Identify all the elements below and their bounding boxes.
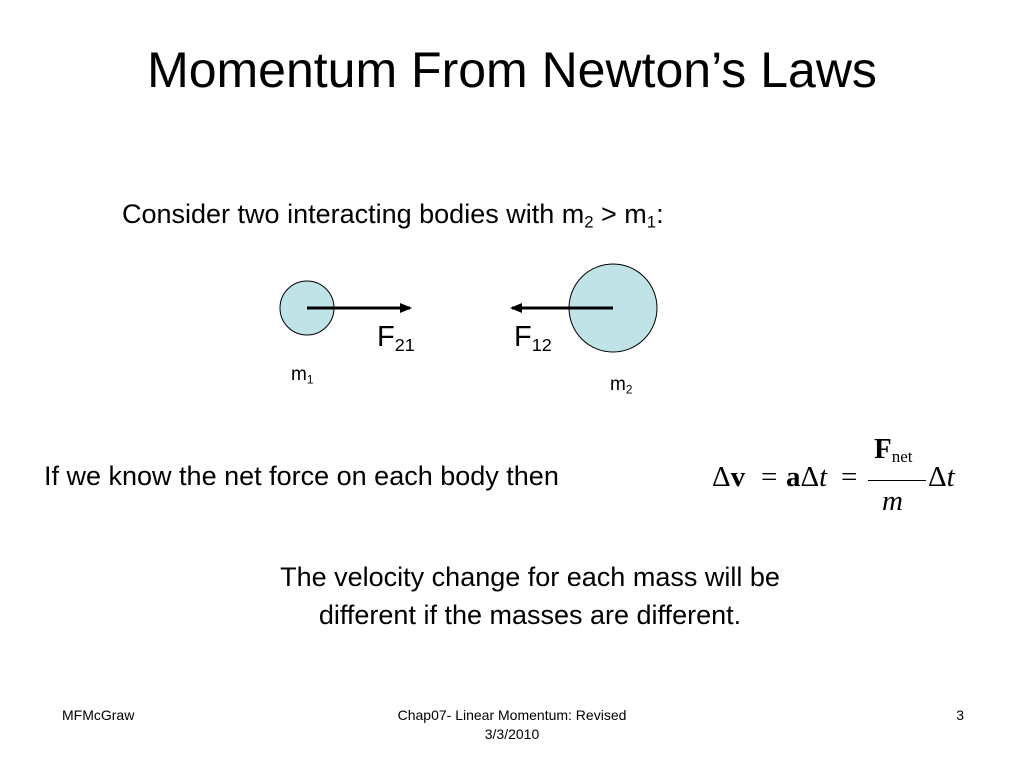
eq-delta-3: Δ <box>928 461 947 493</box>
force-21-subscript: 21 <box>394 335 415 356</box>
eq-equals-1: = <box>761 461 778 493</box>
mass-2-label <box>610 373 632 397</box>
force-12-subscript: 12 <box>531 335 552 356</box>
intro-end: : <box>656 199 664 229</box>
footer-chapter-line-1: Chap07- Linear Momentum: Revised <box>397 707 627 723</box>
mass-1-label <box>291 363 313 387</box>
intro-sub-b: 1 <box>646 212 657 232</box>
eq-delta-v <box>712 460 745 494</box>
net-force-text: If we know the net force on each body then <box>44 461 559 491</box>
eq-v: v <box>730 461 746 493</box>
eq-t-2: t <box>946 461 955 493</box>
mass-2-symbol: m <box>610 374 626 395</box>
slide-title: Momentum From Newton’s Laws <box>147 42 877 98</box>
intro-mid: > m <box>593 199 647 229</box>
mass-1-symbol: m <box>291 364 307 385</box>
footer-chapter-line-2: 3/3/2010 <box>484 726 540 742</box>
mass-2-subscript: 2 <box>625 383 633 397</box>
eq-net: net <box>891 447 913 466</box>
conclusion-line-1: The velocity change for each mass will be <box>280 562 780 592</box>
force-21-symbol: F <box>377 321 395 353</box>
footer-chapter <box>362 706 662 744</box>
footer-page-number: 3 <box>956 707 964 723</box>
eq-fraction-numerator <box>874 432 913 466</box>
eq-fraction-denominator: m <box>882 485 903 517</box>
footer-author: MFMcGraw <box>62 707 135 723</box>
mass-1-subscript: 1 <box>306 373 314 387</box>
eq-F: F <box>874 433 892 465</box>
force-12-label <box>514 320 552 354</box>
eq-t-1: t <box>819 461 828 493</box>
intro-main: Consider two interacting bodies with m <box>122 199 585 229</box>
intro-sub-a: 2 <box>584 212 594 232</box>
eq-a-delta-t <box>786 460 827 494</box>
eq-delta-1: Δ <box>712 461 731 493</box>
conclusion-line-2: different if the masses are different. <box>318 600 742 630</box>
eq-fraction-bar <box>868 480 926 481</box>
eq-delta-2: Δ <box>800 461 820 493</box>
eq-equals-2: = <box>841 461 858 493</box>
eq-delta-t <box>928 460 955 494</box>
eq-a: a <box>786 461 801 493</box>
force-21-label <box>377 320 415 354</box>
conclusion-text <box>180 558 880 634</box>
force-12-symbol: F <box>514 321 532 353</box>
